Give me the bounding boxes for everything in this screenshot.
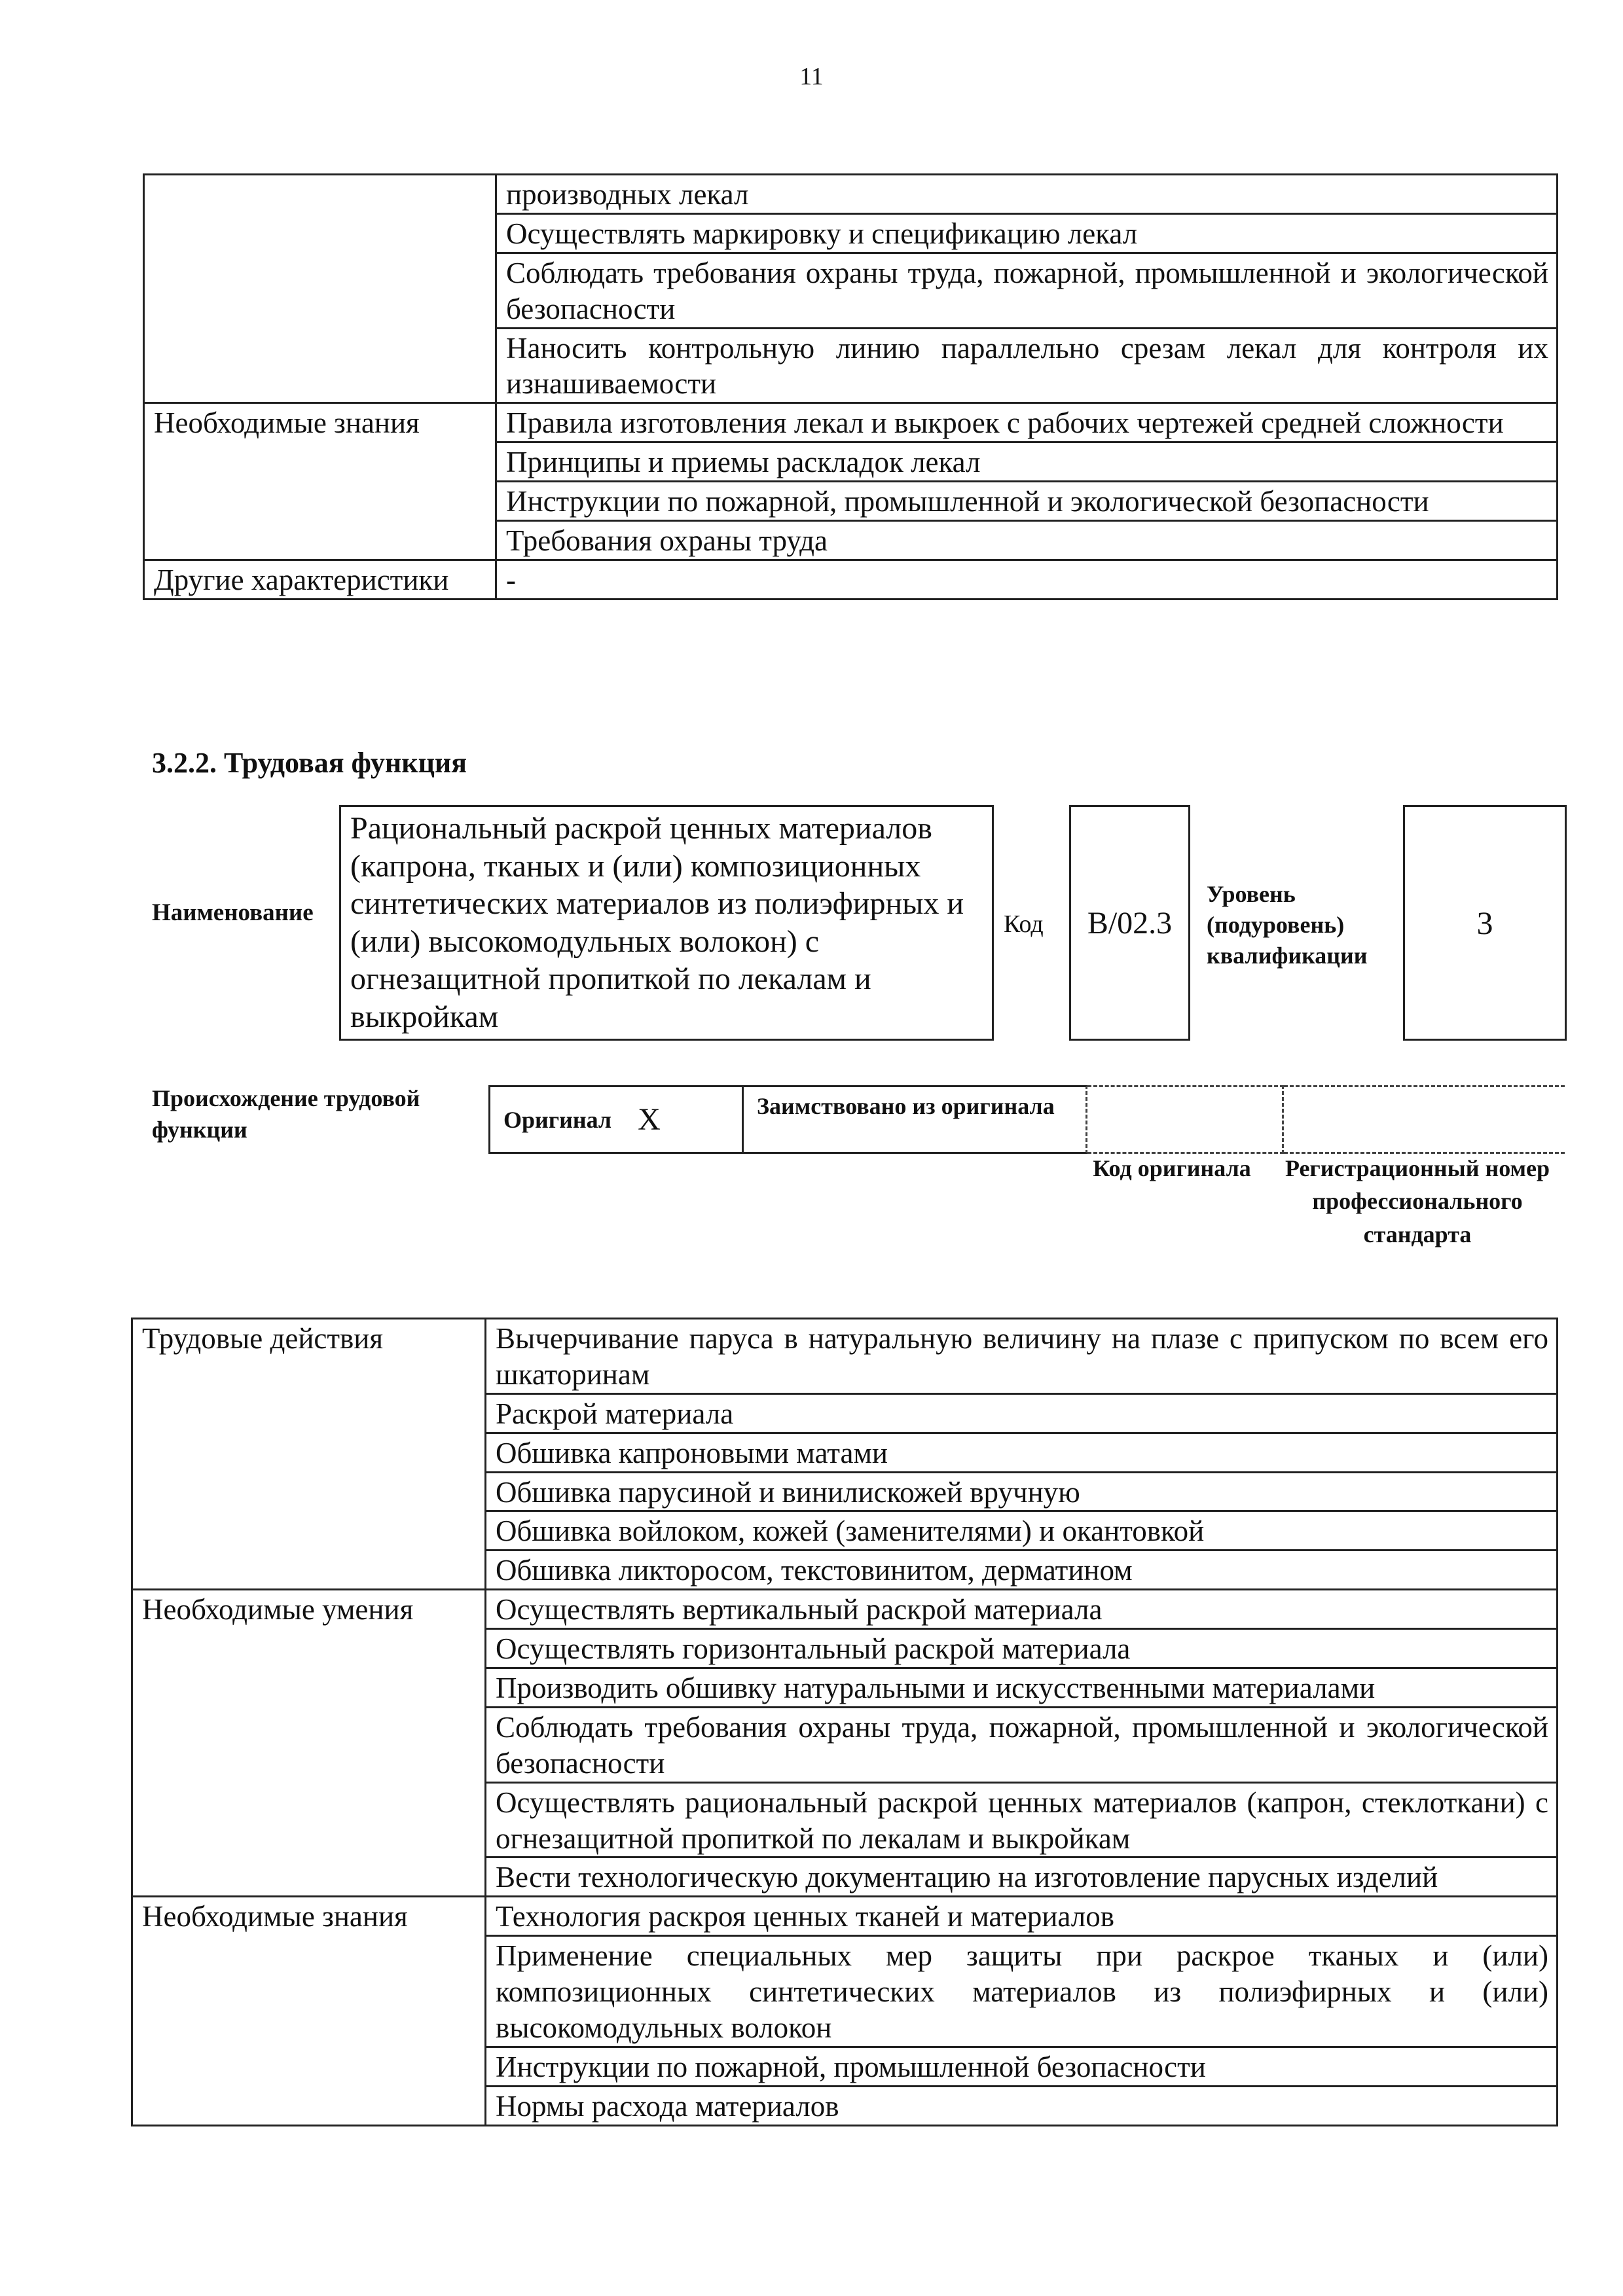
- table-row: [132, 1897, 1558, 1936]
- row-item: Обшивка парусиной и винилискожей вручную: [486, 1472, 1558, 1511]
- row-item: производных лекал: [496, 175, 1558, 214]
- row-item: Наносить контрольную линию параллельно срезам лекал для контроля их изнашиваемости: [496, 328, 1558, 403]
- caption-registration-number: Регистрационный номер профессионального стандарта: [1285, 1155, 1550, 1247]
- table-row: [132, 1319, 1558, 1394]
- original-mark: X: [638, 1102, 661, 1137]
- row-item: Соблюдать требования охраны труда, пожарной, промышленной и экологической безопасности: [496, 253, 1558, 328]
- row-item: Осуществлять маркировку и спецификацию лекал: [496, 213, 1558, 253]
- table-row: [144, 560, 1558, 599]
- function-code-box: [1069, 805, 1190, 1041]
- function-code-value: B/02.3: [1087, 905, 1173, 941]
- borrowed-label: Заимствовано из оригинала: [757, 1093, 1055, 1119]
- row-item: Вести технологическую документацию на изготовление парусных изделий: [486, 1857, 1558, 1897]
- row-item: Производить обшивку натуральными и искусственными материалами: [486, 1668, 1558, 1708]
- qualification-level-box: [1403, 805, 1567, 1041]
- row-item: Инструкции по пожарной, промышленной и экологической безопасности: [496, 482, 1558, 521]
- table-row: [132, 1590, 1558, 1629]
- row-item: Осуществлять рациональный раскрой ценных материалов (капрон, стеклоткани) с огнезащитной пропиткой по лекалам и выкройкам: [486, 1782, 1558, 1857]
- row-label: Необходимые знания: [132, 1897, 486, 2125]
- origin-label: Происхождение трудовой функции: [152, 1085, 420, 1143]
- row-item: Требования охраны труда: [496, 521, 1558, 560]
- origin-row: [488, 1085, 1565, 1154]
- code-label: Код: [1004, 910, 1044, 938]
- qualification-level-value: 3: [1476, 905, 1493, 941]
- row-item: Соблюдать требования охраны труда, пожарной, промышленной и экологической безопасности: [486, 1707, 1558, 1782]
- row-item: Обшивка капроновыми матами: [486, 1433, 1558, 1472]
- row-label: Необходимые умения: [132, 1590, 486, 1897]
- function-name-box: Рациональный раскрой ценных материалов (капрона, тканых и (или) композиционных синтетических материалов из полиэфирных и (или) высокомодульных волокон) с огнезащитной пропиткой по лекалам и выкройкам: [339, 805, 994, 1041]
- row-item: Правила изготовления лекал и выкроек с рабочих чертежей средней сложности: [496, 403, 1558, 442]
- labor-function-table: [131, 1318, 1558, 2126]
- row-item: Технология раскроя ценных тканей и материалов: [486, 1897, 1558, 1936]
- row-item: Применение специальных мер защиты при раскрое тканых и (или) композиционных синтетических материалов из полиэфирных и (или) высокомодульных волокон: [486, 1936, 1558, 2047]
- original-cell: [488, 1085, 744, 1154]
- row-label: [144, 175, 496, 403]
- table-row: [144, 175, 1558, 214]
- row-item: Инструкции по пожарной, промышленной безопасности: [486, 2047, 1558, 2086]
- original-code-cell: [1087, 1085, 1284, 1154]
- requirements-table-continued: [143, 173, 1558, 600]
- caption-original-code: Код оригинала: [1093, 1155, 1251, 1181]
- row-item: Вычерчивание паруса в натуральную величину на плазе с припуском по всем его шкаторинам: [486, 1319, 1558, 1394]
- registration-number-cell: [1284, 1085, 1565, 1154]
- row-item: Нормы расхода материалов: [486, 2086, 1558, 2125]
- row-item: Осуществлять вертикальный раскрой материала: [486, 1590, 1558, 1629]
- page-number: 11: [799, 63, 824, 90]
- row-item: Осуществлять горизонтальный раскрой материала: [486, 1629, 1558, 1668]
- row-item: -: [496, 560, 1558, 599]
- row-item: Раскрой материала: [486, 1393, 1558, 1433]
- row-item: Принципы и приемы раскладок лекал: [496, 442, 1558, 482]
- row-label: Необходимые знания: [144, 403, 496, 560]
- qualification-level-label: Уровень (подуровень) квалификации: [1207, 881, 1368, 969]
- original-label: Оригинал: [503, 1106, 612, 1133]
- name-label: Наименование: [152, 899, 314, 926]
- section-heading: 3.2.2. Трудовая функция: [152, 747, 467, 779]
- row-label: Трудовые действия: [132, 1319, 486, 1590]
- borrowed-cell: [744, 1085, 1087, 1154]
- row-item: Обшивка войлоком, кожей (заменителями) и окантовкой: [486, 1511, 1558, 1551]
- row-item: Обшивка ликторосом, текстовинитом, дерматином: [486, 1551, 1558, 1590]
- row-label: Другие характеристики: [144, 560, 496, 599]
- table-row: [144, 403, 1558, 442]
